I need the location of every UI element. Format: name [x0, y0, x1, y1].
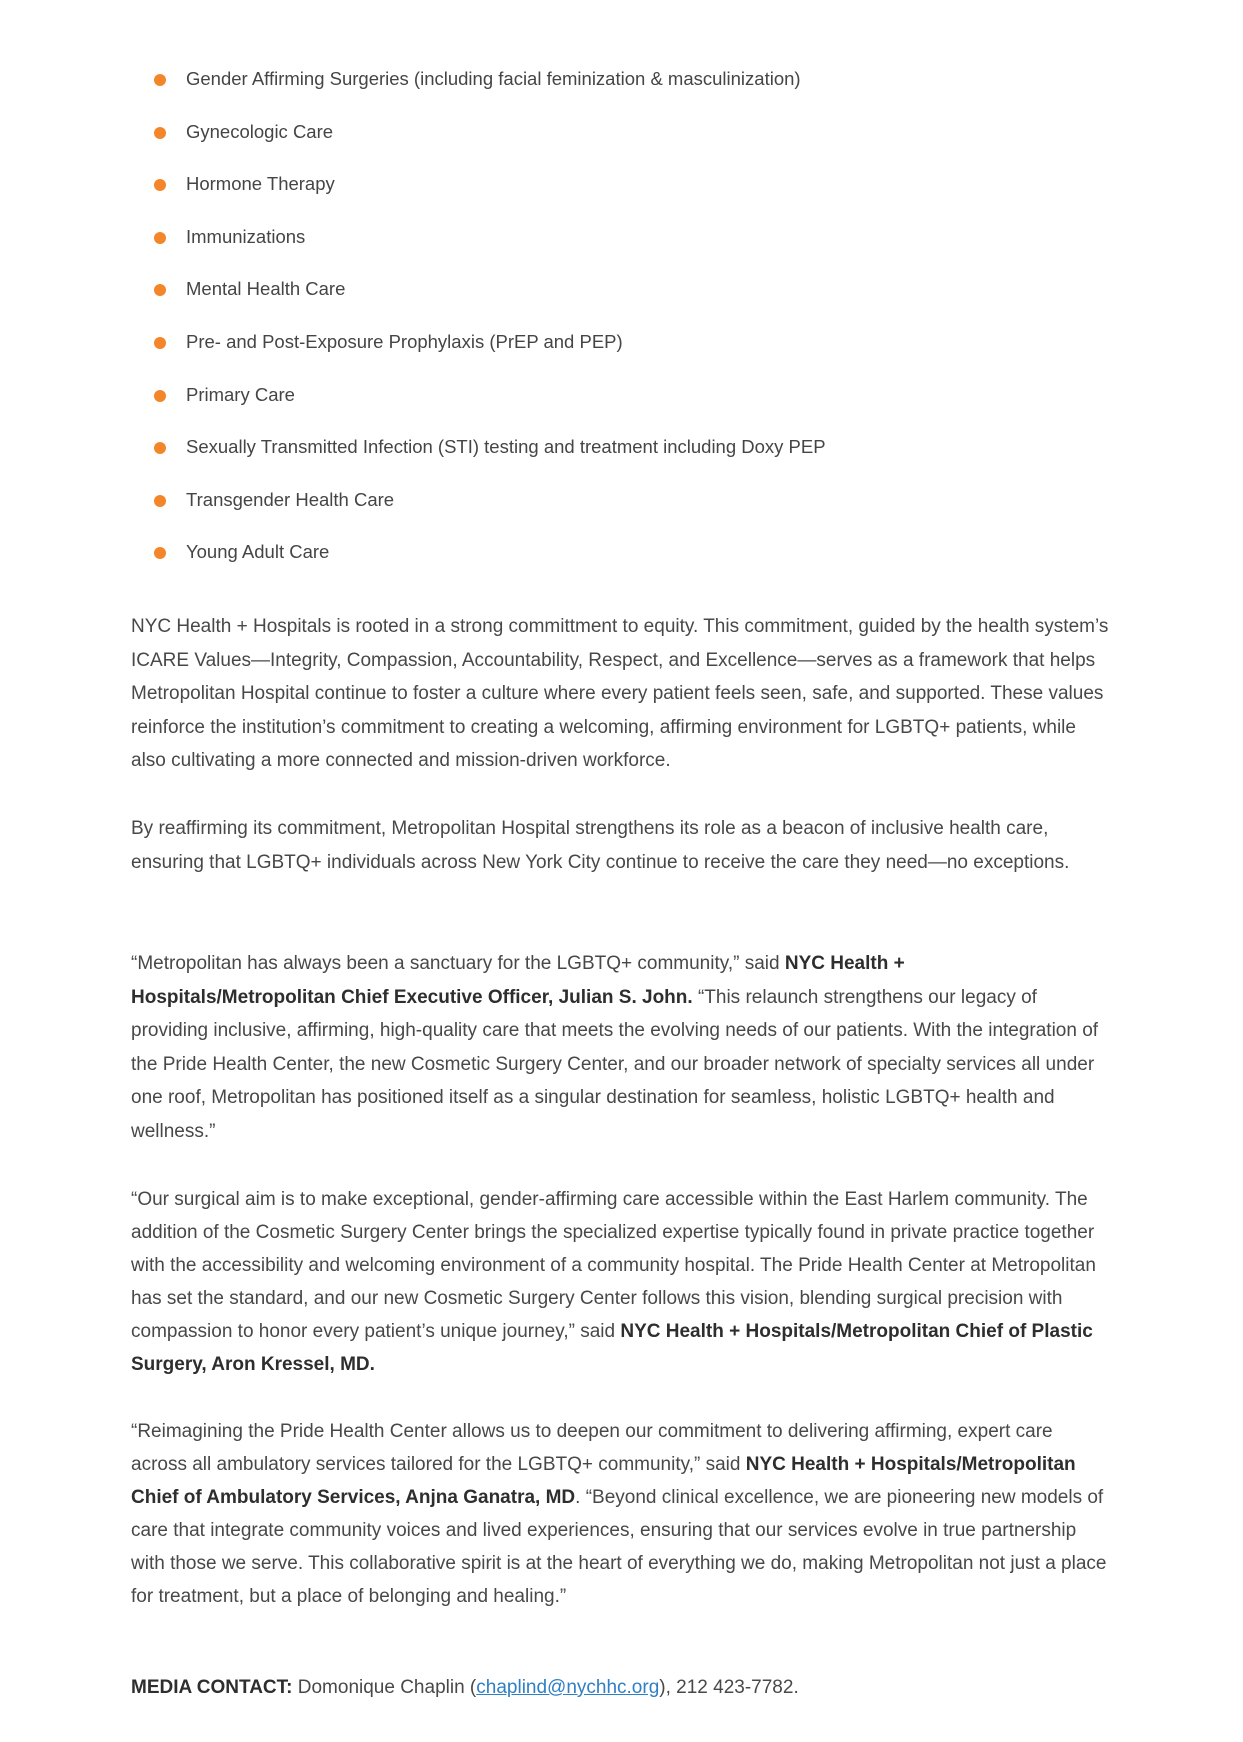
list-item	[152, 487, 1152, 540]
speaker-attribution: NYC Health + Hospitals/Metropolitan Chief of Plastic Surgery, Aron Kressel, MD.	[131, 1321, 1093, 1375]
list-item-label: Immunizations	[186, 225, 306, 247]
bullet-dot-icon	[154, 495, 166, 507]
speaker-attribution: NYC Health + Hospitals/Metropolitan Chief Executive Officer, Julian S. John.	[131, 953, 905, 1008]
list-item	[152, 434, 1152, 487]
contact-phone: ), 212 423-7782.	[659, 1677, 799, 1698]
services-list	[152, 66, 1152, 592]
list-item	[152, 382, 1152, 435]
list-item	[152, 119, 1152, 172]
list-item	[152, 539, 1152, 592]
bullet-dot-icon	[154, 127, 166, 139]
speaker-attribution: NYC Health + Hospitals/Metropolitan Chief of Ambulatory Services, Anjna Ganatra, MD	[131, 1454, 1076, 1508]
list-item	[152, 66, 1152, 119]
list-item-label: Mental Health Care	[186, 278, 346, 300]
bullet-dot-icon	[154, 284, 166, 296]
media-contact-label: MEDIA CONTACT:	[131, 1677, 293, 1698]
contact-name: Domonique Chaplin (	[297, 1677, 477, 1698]
contact-email-link[interactable]: chaplind@nychhc.org	[476, 1677, 660, 1698]
media-contact	[131, 1673, 799, 1703]
list-item	[152, 224, 1152, 277]
list-item-label: Gynecologic Care	[186, 120, 334, 142]
list-item-label: Sexually Transmitted Infection (STI) testing and treatment including Doxy PEP	[186, 436, 826, 458]
ambulatory-quote-paragraph	[131, 1415, 1111, 1613]
bullet-dot-icon	[154, 547, 166, 559]
list-item-label: Transgender Health Care	[186, 488, 395, 510]
bullet-dot-icon	[154, 442, 166, 454]
bullet-dot-icon	[154, 232, 166, 244]
quote-text: “Reimagining the Pride Health Center allows us to deepen our commitment to delivering affirming, expert care across all ambulatory services tailored for the LGBTQ+ community,” said	[131, 1421, 1053, 1475]
reaffirm-paragraph: By reaffirming its commitment, Metropolitan Hospital strengthens its role as a beacon of inclusive health care, ensuring that LGBTQ+ individuals across New York City continue to receive the care they need—no exceptions.	[131, 818, 1070, 873]
ceo-quote-paragraph	[131, 947, 1111, 1149]
list-item	[152, 171, 1152, 224]
list-item-label: Hormone Therapy	[186, 173, 335, 195]
quote-text: . “Beyond clinical excellence, we are pioneering new models of care that integrate community voices and lived experiences, ensuring that our services evolve in true partnership with those we serve. This collaborative spirit is at the heart of everything we do, making Metropolitan not just a place for treatment, but a place of belonging and healing.”	[131, 1487, 1107, 1607]
bullet-dot-icon	[154, 337, 166, 349]
quote-text: “Metropolitan has always been a sanctuary for the LGBTQ+ community,” said	[131, 953, 785, 974]
bullet-dot-icon	[154, 74, 166, 86]
list-item	[152, 276, 1152, 329]
bullet-dot-icon	[154, 179, 166, 191]
equity-paragraph: NYC Health + Hospitals is rooted in a strong committment to equity. This commitment, guided by the health system’s ICARE Values—Integrity, Compassion, Accountability, Respect, and Excellence—serves as a framework that helps Metropolitan Hospital continue to foster a culture where every patient feels seen, safe, and supported. These values reinforce the institution’s commitment to creating a welcoming, affirming environment for LGBTQ+ patients, while also cultivating a more connected and mission-driven workforce.	[131, 616, 1109, 772]
list-item-label: Gender Affirming Surgeries (including facial feminization & masculinization)	[186, 68, 801, 89]
surgery-quote-paragraph	[131, 1183, 1111, 1381]
quote-text: “This relaunch strengthens our legacy of providing inclusive, affirming, high-quality care that meets the evolving needs of our patients. With the integration of the Pride Health Center, the new Cosmetic Surgery Center, and our broader network of specialty services all under one roof, Metropolitan has positioned itself as a singular destination for seamless, holistic LGBTQ+ health and wellness.”	[131, 986, 1099, 1142]
quote-text: “Our surgical aim is to make exceptional, gender-affirming care accessible within the East Harlem community. The addition of the Cosmetic Surgery Center brings the specialized expertise typically found in private practice together with the accessibility and welcoming environment of a community hospital. The Pride Health Center at Metropolitan has set the standard, and our new Cosmetic Surgery Center follows this vision, blending surgical precision with compassion to honor every patient’s unique journey,” said	[131, 1189, 1096, 1342]
bullet-dot-icon	[154, 390, 166, 402]
list-item	[152, 329, 1152, 382]
list-item-label: Pre- and Post-Exposure Prophylaxis (PrEP and PEP)	[186, 330, 623, 352]
list-item-label: Primary Care	[186, 383, 295, 405]
list-item-label: Young Adult Care	[186, 541, 330, 563]
